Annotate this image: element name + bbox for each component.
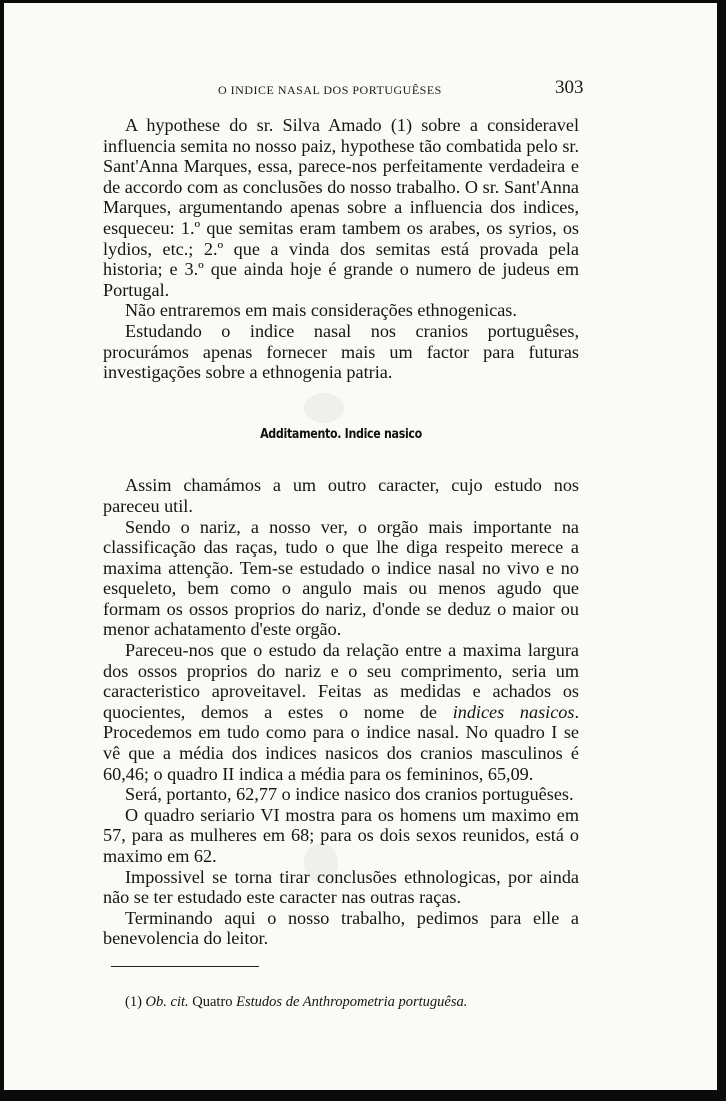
footnote bbox=[125, 993, 579, 1011]
paragraph bbox=[103, 640, 579, 784]
paragraph: Impossivel se torna tirar conclusões ethnologicas, por ainda não se ter estudado este caracter nas outras raças. bbox=[103, 866, 579, 908]
body-text bbox=[103, 115, 579, 1011]
footnote-marker: (1) bbox=[125, 993, 142, 1010]
scanned-page bbox=[4, 3, 717, 1090]
footnote-title: Estudos de Anthropometria portuguêsa. bbox=[236, 993, 468, 1010]
paragraph-text: Pareceu-nos que o estudo da relação entre a maxima largura dos ossos proprios do nariz e o seu comprimento, seria um caracteristico aproveitavel. Feitas as medidas e achados os quocientes, demos a estes o nome de bbox=[103, 640, 579, 722]
paragraph-text: . Procedemos em tudo como para o indice nasal. No quadro I se vê que a média dos indices nasicos dos cranios masculinos é 60,46; o quadro II indica a média para os femininos, 65,09. bbox=[103, 701, 579, 784]
paragraph: Assim chamámos a um outro caracter, cujo estudo nos pareceu util. bbox=[103, 475, 579, 516]
footnote-text: Quatro bbox=[192, 993, 233, 1010]
footnote-ref: Ob. cit. bbox=[145, 993, 189, 1010]
paragraph: Estudando o indice nasal nos cranios portuguêses, procurámos apenas fornecer mais um factor para futuras investigações sobre a ethnogenia patria. bbox=[103, 320, 579, 383]
paragraph: A hypothese do sr. Silva Amado (1) sobre a consideravel influencia semita no nosso paiz, hypothese tão combatida pelo sr. Sant'Anna Marques, essa, parece-nos perfeitamente verdadeira e de accordo com as conclusões do nosso trabalho. O sr. Sant'Anna Marques, argumentando apenas sobre a influencia dos indices, esqueceu: 1.º que semitas eram tambem os arabes, os syrios, os lydios, etc.; 2.º que a vinda dos semitas está provada pela historia; e 3.º que ainda hoje é grande o numero de judeus em Portugal. bbox=[103, 115, 579, 300]
italic-term: indices nasicos bbox=[452, 701, 575, 722]
page-header bbox=[4, 77, 717, 101]
section-heading: Additamento. Indice nasico bbox=[260, 425, 422, 442]
paragraph: Será, portanto, 62,77 o indice nasico dos cranios portuguêses. bbox=[125, 784, 574, 805]
paragraph: O quadro seriario VI mostra para os homens um maximo em 57, para as mulheres em 68; para os dois sexos reunidos, está o maximo em 62. bbox=[103, 804, 579, 866]
page-number: 303 bbox=[555, 77, 584, 98]
paragraph: Terminando aqui o nosso trabalho, pedimos para elle a benevolencia do leitor. bbox=[103, 907, 579, 949]
running-title: O INDICE NASAL DOS PORTUGUÊSES bbox=[218, 83, 442, 97]
paragraph: Sendo o nariz, a nosso ver, o orgão mais importante na classificação das raças, tudo o que lhe diga respeito merece a maxima attenção. Tem-se estudado o indice nasal no vivo e no esqueleto, bem como o angulo mais ou menos agudo que formam os ossos proprios do nariz, d'onde se deduz o maior ou menor achatamento d'este orgão. bbox=[103, 516, 579, 640]
paragraph: Não entraremos em mais considerações ethnogenicas. bbox=[125, 300, 517, 321]
footnote-rule bbox=[111, 966, 259, 967]
